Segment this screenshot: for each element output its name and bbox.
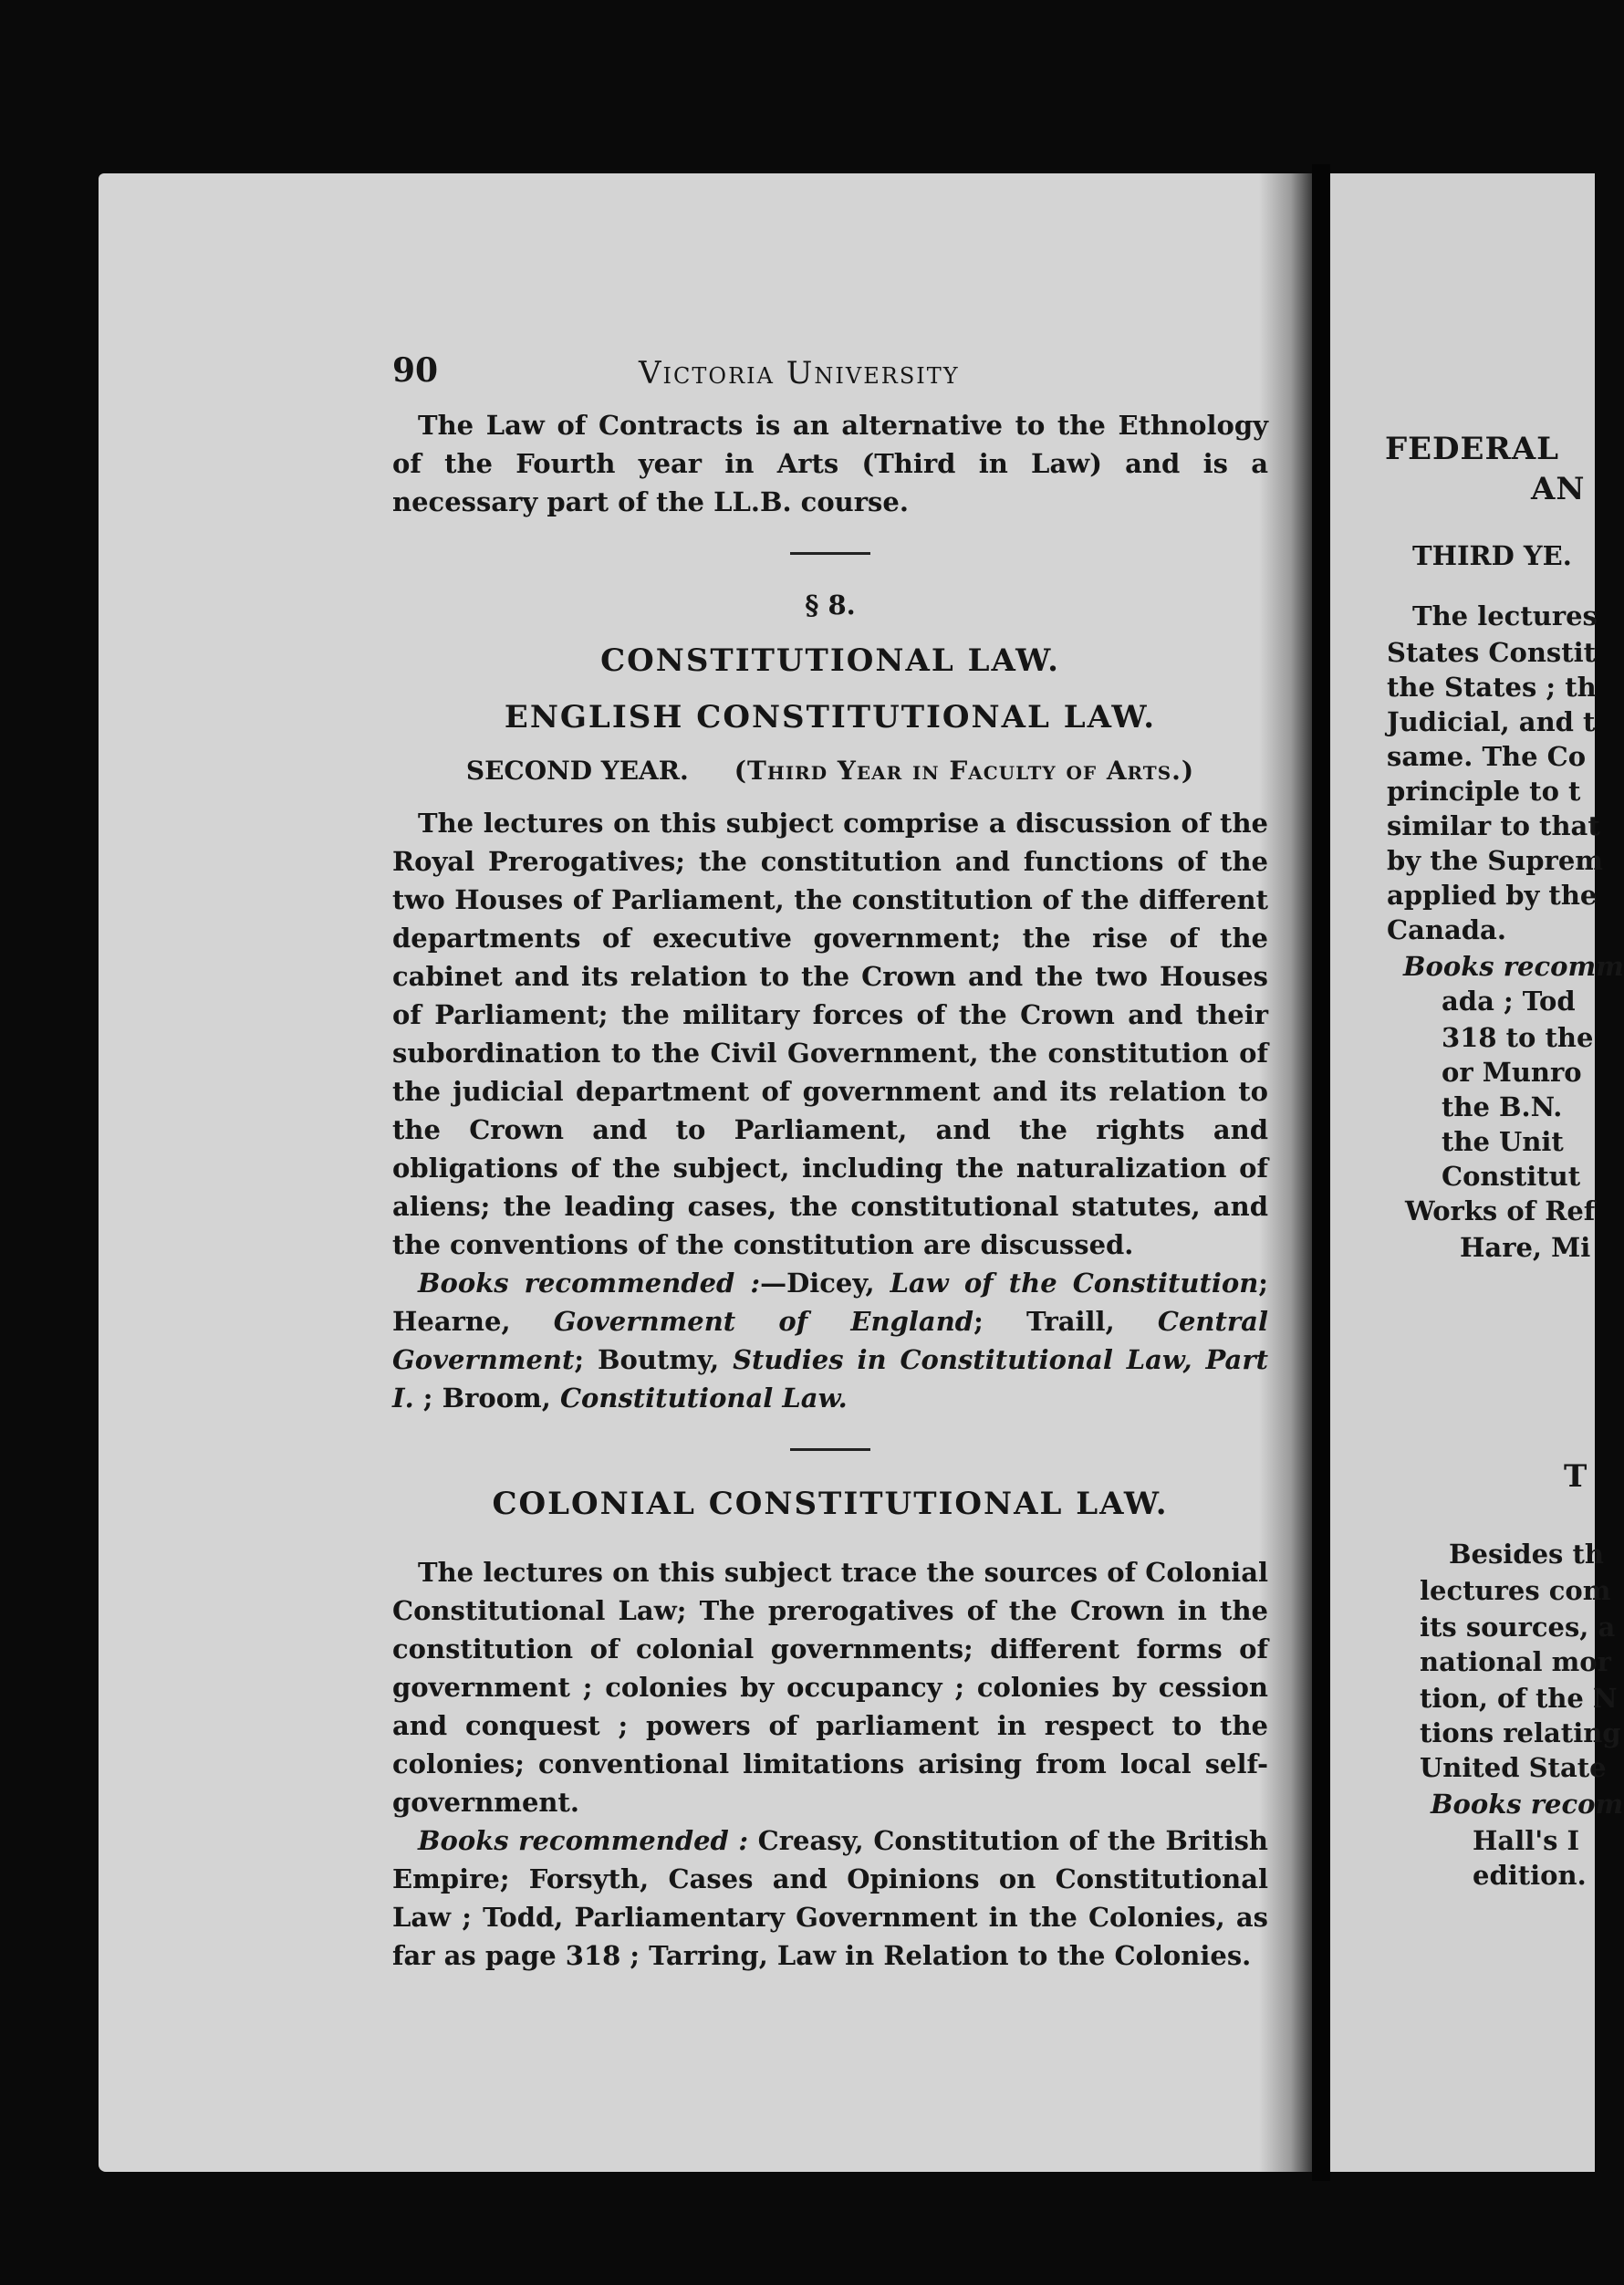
right-fragment: the Unit <box>1442 1126 1564 1157</box>
book-title: Government of England <box>553 1306 974 1337</box>
right-fragment: FEDERAL <box>1385 431 1559 467</box>
right-fragment: applied by the <box>1387 880 1598 911</box>
divider-rule <box>790 1448 870 1451</box>
english-books-recommended <box>392 1264 1268 1417</box>
page-number: 90 <box>392 351 439 390</box>
right-fragment: States Constit <box>1387 637 1597 668</box>
right-fragment: tions relating <box>1420 1717 1621 1748</box>
divider-rule <box>790 552 870 555</box>
right-fragment: the States ; th <box>1387 672 1597 703</box>
right-page <box>1330 173 1624 2172</box>
colonial-body-paragraph: The lectures on this subject trace the sources of Colonial Constitutional Law; The prerogatives of the Crown in the constitution of colonial governments; different forms of government ; colonies by occupancy ; colonies by cession and conquest ; powers of parliament in respect to the colonies; conventional limitations arising from local self-government. <box>392 1557 1268 1818</box>
book-title: Constitutional Law. <box>559 1382 848 1414</box>
year-line <box>392 756 1268 786</box>
right-fragment: similar to that <box>1387 810 1600 841</box>
running-title: Victoria University <box>639 355 960 391</box>
books-text: Creasy, Constitution of the British Empire; Forsyth, Cases and Opinions on Constitutional Law ; Todd, Parliamentary Government in the Colonies, as far as page 318 ; Tarring, Law in Relation to the Colonies. <box>392 1825 1269 1971</box>
heading-english-constitutional-law: ENGLISH CONSTITUTIONAL LAW. <box>504 699 1157 736</box>
right-fragment: THIRD YE. <box>1412 540 1572 571</box>
right-fragment: Constitut <box>1442 1161 1581 1192</box>
right-fragment: Books recomm <box>1403 951 1624 982</box>
running-head <box>392 351 1268 406</box>
right-fragment: Besides th <box>1449 1539 1604 1570</box>
books-text: ; Boutmy, <box>574 1344 734 1375</box>
right-fragment: United State <box>1420 1752 1607 1783</box>
right-fragment: lectures com <box>1420 1575 1611 1606</box>
right-fragment: ada ; Tod <box>1442 986 1576 1017</box>
books-label: Books recommended : <box>418 1268 761 1299</box>
book-title: Studies in Constitutional Law, Part I. <box>392 1344 1268 1414</box>
left-page-content <box>392 351 1268 1975</box>
right-fragment: T <box>1564 1458 1588 1495</box>
right-fragment: or Munro <box>1442 1057 1582 1088</box>
book-spine <box>1312 164 1330 2181</box>
right-fragment: edition. <box>1473 1860 1587 1891</box>
heading-constitutional-law: CONSTITUTIONAL LAW. <box>600 642 1060 679</box>
books-text: ; Broom, <box>413 1382 560 1414</box>
right-fragment: The lectures <box>1412 600 1598 631</box>
right-fragment: tion, of the N <box>1420 1683 1618 1714</box>
english-body-paragraph: The lectures on this subject comprise a discussion of the Royal Prerogatives; the constitution and functions of the two Houses of Parliament, the constitution of the different departments of executive government; the rise of the cabinet and its relation to the Crown and the two Houses of Parliament; the military forces of the Crown and their subordination to the Civil Government, the constitution of the judicial department of government and its relation to the Crown and to Parliament, and the rights and obligations of the subject, including the naturalization of aliens; the leading cases, the constitutional statutes, and the conventions of the constitution are discussed. <box>392 808 1268 1260</box>
right-fragment: Judicial, and t <box>1387 706 1596 737</box>
right-fragment: same. The Co <box>1387 741 1587 772</box>
books-text: ; Traill, <box>973 1306 1158 1337</box>
right-fragment: Hall's I <box>1473 1825 1580 1856</box>
year-sublabel: (Third Year in Faculty of Arts.) <box>734 756 1195 786</box>
right-fragment: national mor <box>1420 1646 1611 1677</box>
year-label: SECOND YEAR. <box>465 756 689 786</box>
right-fragment: its sources, a <box>1420 1612 1616 1643</box>
books-label: Books recommended : <box>418 1825 749 1856</box>
books-text: —Dicey, <box>760 1268 890 1299</box>
right-fragment: AN <box>1531 471 1586 507</box>
right-fragment: Books recom <box>1431 1789 1624 1820</box>
book-title: Law of the Constitution <box>890 1268 1259 1299</box>
right-fragment: by the Suprem <box>1387 845 1603 876</box>
right-fragment: the B.N. <box>1442 1091 1563 1122</box>
book-title: Central Government <box>392 1306 1268 1375</box>
intro-paragraph: The Law of Contracts is an alternative to the Ethnology of the Fourth year in Arts (Third in Law) and is a necessary part of the LL.B. course. <box>392 410 1268 517</box>
right-fragment: 318 to the <box>1442 1022 1594 1053</box>
section-mark: § 8. <box>805 590 856 621</box>
heading-colonial-constitutional-law: COLONIAL CONSTITUTIONAL LAW. <box>492 1486 1169 1522</box>
right-fragment: Hare, Mi <box>1460 1232 1591 1263</box>
right-fragment: Canada. <box>1387 914 1506 945</box>
colonial-books-recommended <box>392 1821 1268 1975</box>
books-text: ; Hearne, <box>392 1268 1269 1337</box>
right-fragment: Works of Ref <box>1405 1195 1596 1226</box>
right-fragment: principle to t <box>1387 776 1581 807</box>
